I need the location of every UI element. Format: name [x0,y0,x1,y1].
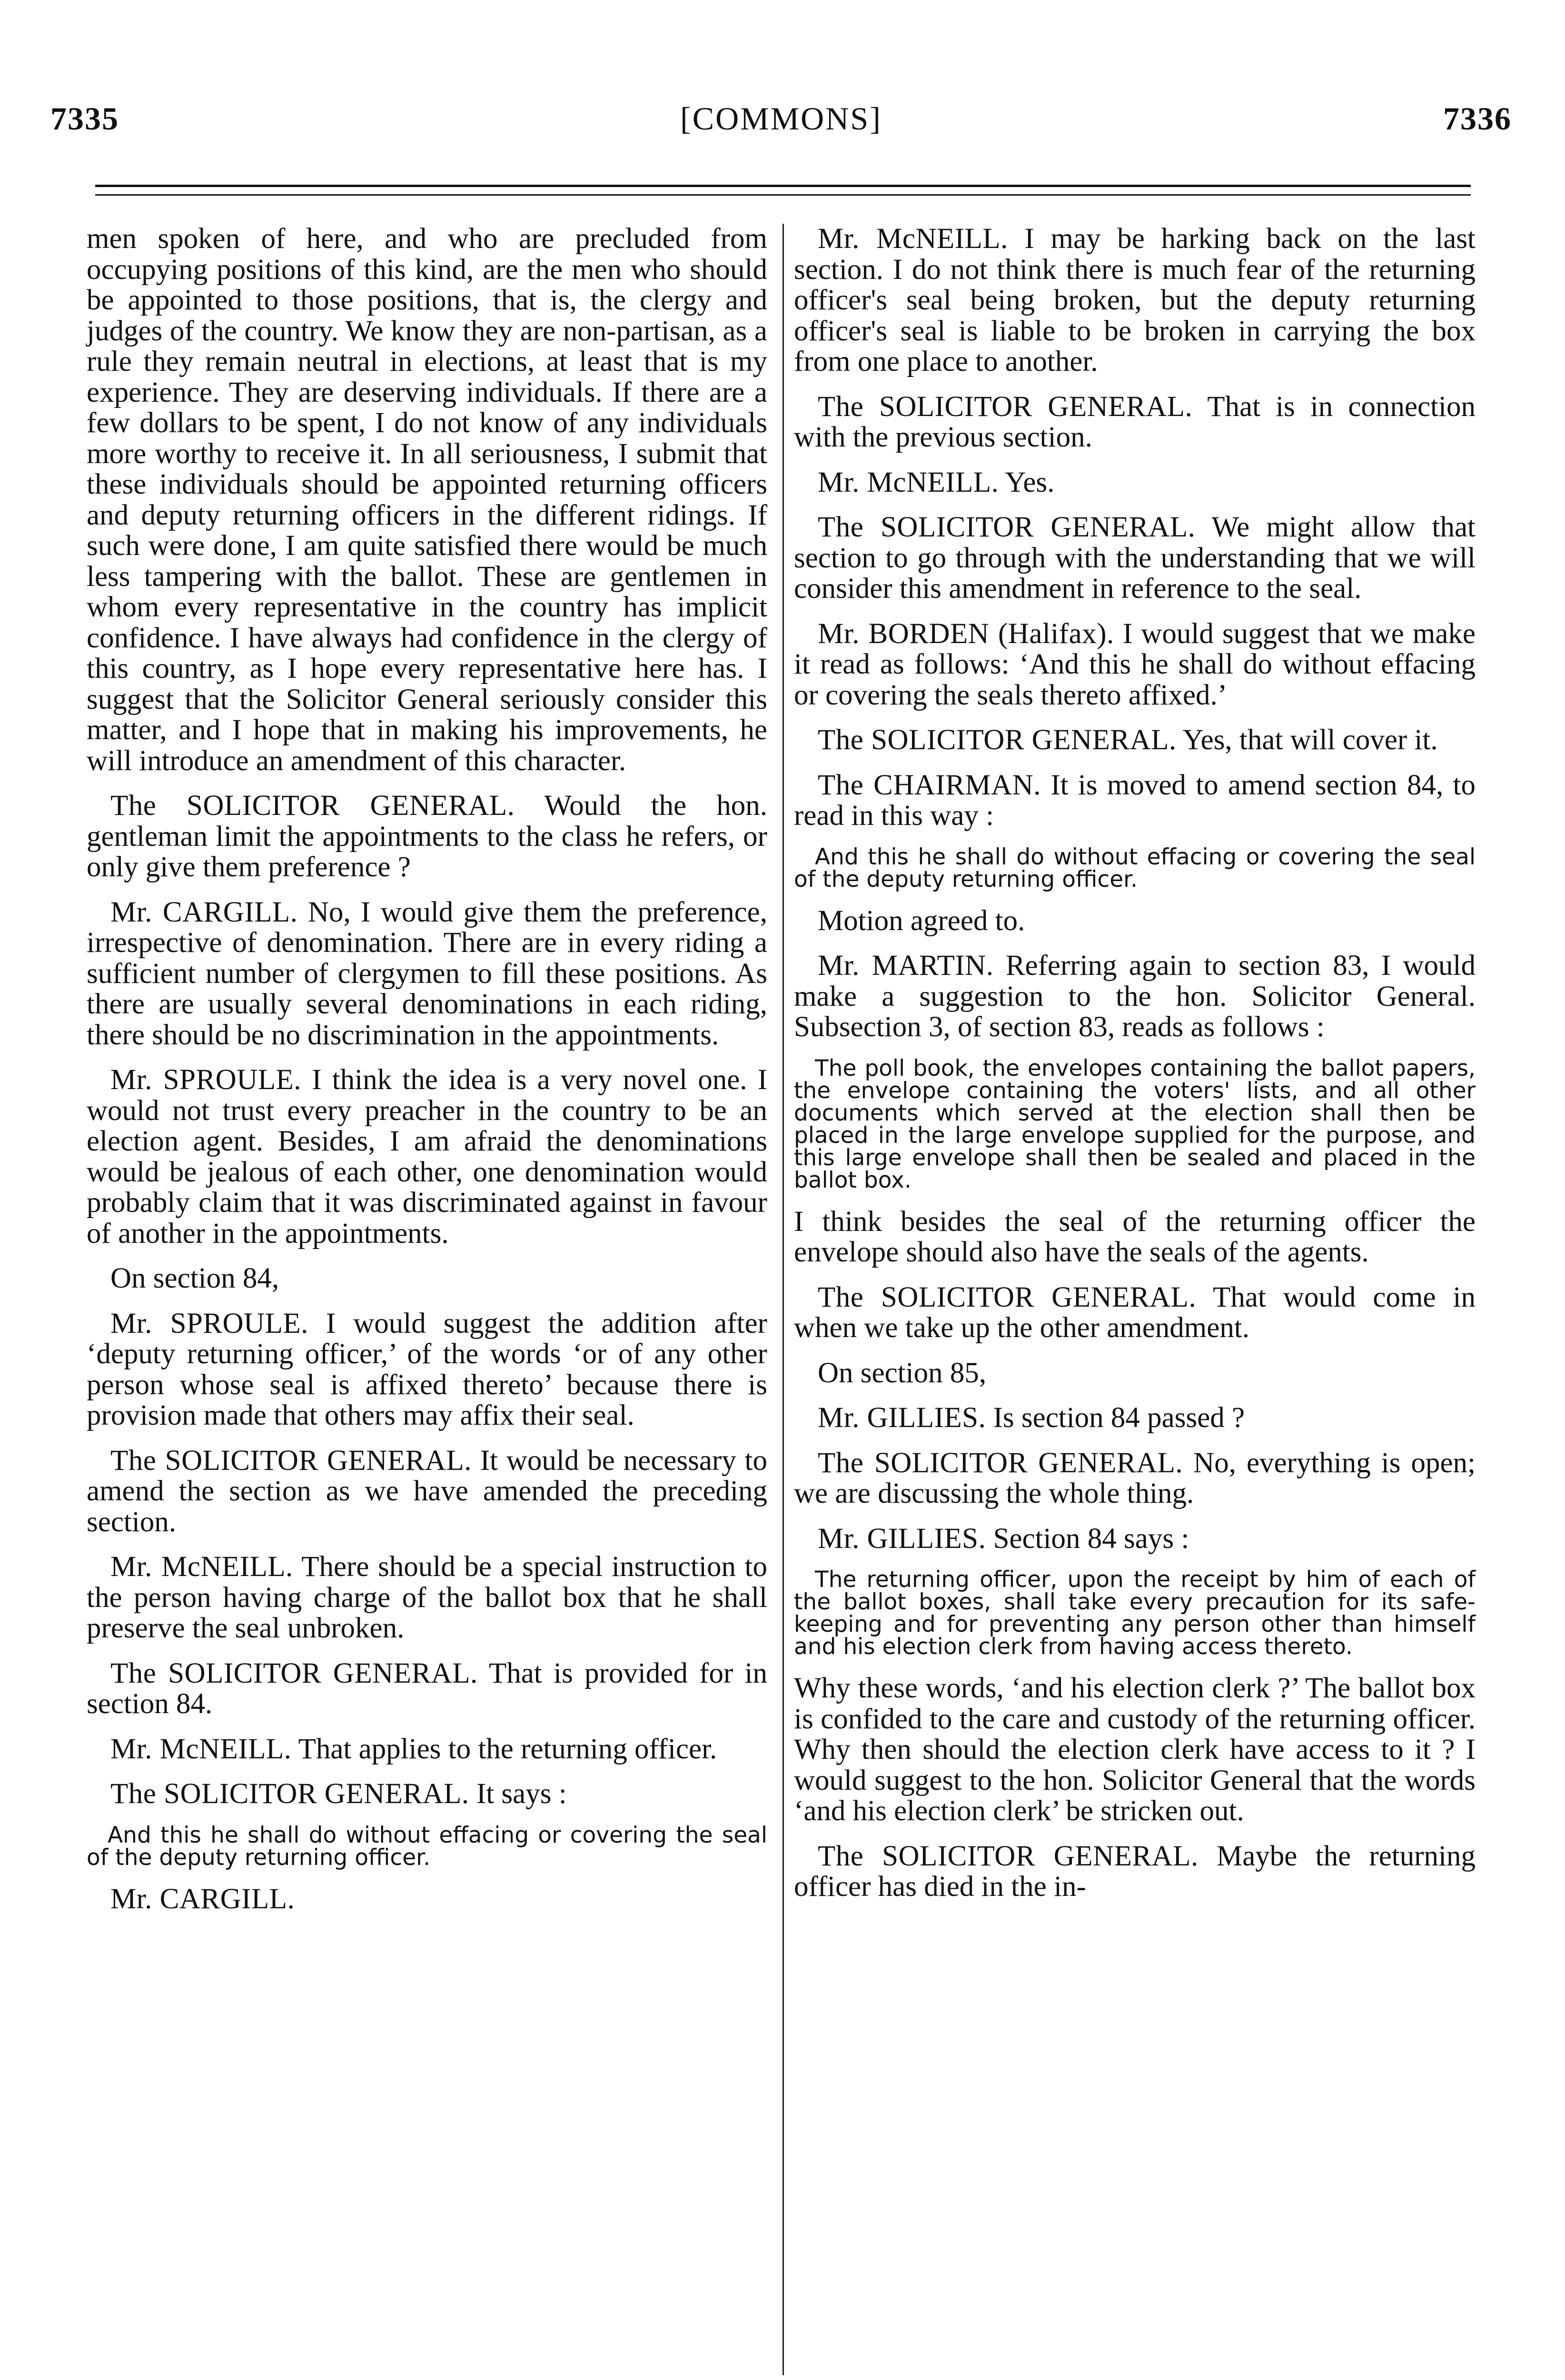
speech-text: I think the idea is a very novel one. I would not trust every preacher in the country to be an election agent. Besides, I am afraid the denominations would be jealous of each other, one denomination would probably claim that it was discriminated against in favour of another in the appointments. [87,1064,768,1250]
speech-text: Why these words, ‘and his election clerk ?’ The ballot box is confided to the care and custody of the returning officer. Why then should the election clerk have access to it ? I would suggest to the hon. Solicitor General that the words ‘and his election clerk’ be stricken out. [794,1672,1476,1827]
speaker-name: The SOLICITOR GENERAL. [110,1444,472,1477]
speech-paragraph [87,1446,767,1538]
page-header [50,100,1512,157]
speech-paragraph [794,1403,1476,1434]
quote-body: The returning officer, upon the receipt by him of each of the ballot boxes, shall take every precaution for its safe-keeping and for preventing any person other than himself and his election clerk from having access thereto. [794,1567,1476,1660]
column-divider [782,224,784,2375]
speaker-name: The SOLICITOR GENERAL. [110,790,515,822]
speech-text: I would suggest the addition after ‘deputy returning officer,’ of the words ‘or of any other person whose seal is affixed thereto’ because there is provision made that others may affix their seal. [87,1307,767,1431]
speech-text: Maybe the returning officer has died in the in- [794,1840,1476,1903]
speech-paragraph [87,897,767,1051]
speech-paragraph [794,1448,1476,1509]
speech-text: On section 85, [818,1357,987,1389]
speaker-name: The SOLICITOR GENERAL. [818,1447,1183,1479]
paragraph [87,1263,767,1294]
speech-text: Yes, that will cover it. [1182,724,1438,756]
speech-paragraph [794,770,1476,832]
speech-paragraph [87,1779,767,1810]
speech-text: There should be a special instruction to the person having charge of the ballot box that he shall preserve the seal unbroken. [87,1551,767,1644]
speech-paragraph [87,1884,767,1915]
speech-text: Yes. [1005,466,1055,498]
speech-text: Motion agreed to. [818,904,1025,937]
speech-text: Section 84 says : [993,1522,1189,1555]
speech-text: No, everything is open; we are discussing the whole thing. [794,1447,1476,1509]
speech-text: No, I would give them the preference, irrespective of denomination. There are in every riding a sufficient number of clergymen to fill these positions. As there are usually several denominations in each riding, there should be no discrimination in the appointments. [87,896,768,1051]
speech-text: Referring again to section 83, I would make a suggestion to the hon. Solicitor General. Subsection 3, of section 83, reads as follows : [794,950,1476,1043]
header-title: [COMMONS] [680,100,882,137]
speaker-name: Mr. GILLIES. [818,1522,986,1555]
quoted-text [87,1824,767,1869]
paragraph [87,224,767,776]
speech-paragraph [794,951,1476,1043]
speaker-name: Mr. GILLIES. [818,1402,986,1434]
speech-text: That is provided for in section 84. [87,1657,767,1720]
speech-paragraph [794,725,1476,756]
speech-paragraph [87,1658,767,1720]
right-page-number: 7336 [1443,100,1512,137]
speaker-name: The CHAIRMAN. [818,769,1041,801]
quoted-text [794,843,1476,892]
speaker-name: The SOLICITOR GENERAL. [818,1281,1197,1313]
header-rule-bottom [95,194,1471,196]
speech-text: I would suggest that we make it read as follows: ‘And this he shall do without effacing or covering the seals thereto affixed.’ [794,617,1476,711]
speech-text: That is in connection with the previous section. [794,390,1476,453]
left-column [87,224,767,1929]
header-rule-top [95,185,1471,187]
speech-paragraph [794,1841,1476,1903]
left-page-number: 7335 [50,100,119,137]
quoted-text [794,1568,1476,1658]
speech-text: That applies to the returning officer. [298,1733,717,1765]
speaker-name: The SOLICITOR GENERAL. [818,390,1193,423]
speech-paragraph [87,1552,767,1644]
speech-paragraph [794,1282,1476,1344]
speech-text: On section 84, [110,1262,279,1294]
speaker-name: Mr. McNEILL. [818,223,1008,255]
speaker-name: The SOLICITOR GENERAL. [818,724,1177,756]
speech-paragraph [794,467,1476,498]
speaker-name: Mr. McNEILL. [110,1733,292,1765]
speech-paragraph [87,1309,767,1431]
speech-paragraph [794,512,1476,605]
speaker-name: Mr. MARTIN. [818,950,994,982]
paragraph [794,1358,1476,1389]
speaker-name: Mr. BORDEN (Halifax). [818,617,1114,650]
speaker-name: The SOLICITOR GENERAL. [110,1657,478,1689]
speech-text: Is section 84 passed ? [993,1402,1245,1434]
speaker-name: Mr. CARGILL. [110,896,298,928]
speech-text: I think besides the seal of the returning officer the envelope should also have the seals of the agents. [794,1205,1476,1268]
speaker-name: The SOLICITOR GENERAL. [818,1840,1199,1872]
speaker-name: Mr. SPROULE. [110,1064,302,1096]
speech-text: It is moved to amend section 84, to read in this way : [794,769,1476,832]
speech-paragraph [794,619,1476,711]
speech-text: It would be necessary to amend the section as we have amended the preceding section. [87,1444,768,1538]
paragraph [794,1673,1476,1827]
speech-text: men spoken of here, and who are precluded from occupying positions of this kind, are the men who should be appointed to those positions, that is, the clergy and judges of the country. We know they are non-partisan, as a rule they remain neutral in elections, at least that is my experience. They are deserving individuals. If there are a few dollars to be spent, I do not know of any individuals more worthy to receive it. In all seriousness, I submit that these individuals should be appointed returning officers and deputy returning officers in the different ridings. If such were done, I am quite satisfied there would be much less tampering with the ballot. These are gentlemen in whom every representative in the country has implicit confidence. I have always had confidence in the clergy of this country, as I hope every representative here has. I suggest that the Solicitor General seriously consider this matter, and I hope that in making his improvements, he will introduce an amendment of this character. [87,223,767,777]
speech-paragraph [794,1524,1476,1555]
quote-body: And this he shall do without effacing or covering the seal of the deputy returning officer. [87,1822,767,1871]
right-column [794,224,1476,1917]
speaker-name: Mr. McNEILL. [818,466,999,498]
speaker-name: The SOLICITOR GENERAL. [818,511,1196,543]
paragraph [794,906,1476,937]
speaker-name: Mr. CARGILL. [110,1883,295,1915]
speaker-name: Mr. SPROULE. [110,1307,308,1339]
speech-paragraph [794,392,1476,453]
speech-text: We might allow that section to go through with the understanding that we will consider this amendment in reference to the seal. [794,511,1476,605]
speech-paragraph [87,1065,767,1249]
speech-paragraph [87,791,767,883]
speech-text: That would come in when we take up the other amendment. [794,1281,1476,1344]
speech-text: Would the hon. gentleman limit the appointments to the class he refers, or only give them preference ? [87,790,767,883]
speech-paragraph [87,1734,767,1765]
speaker-name: Mr. McNEILL. [110,1551,293,1583]
paragraph [794,1207,1476,1268]
quote-body: And this he shall do without effacing or covering the seal of the deputy returning officer. [794,843,1476,892]
speech-text: It says : [476,1778,567,1810]
quote-body: The poll book, the envelopes containing the ballot papers, the envelope containing the voters' lists, and all other documents which served at the election shall then be placed in the large envelope supplied for the purpose, and this large envelope shall then be sealed and placed in the ballot box. [794,1055,1476,1193]
speaker-name: The SOLICITOR GENERAL. [110,1778,469,1810]
quoted-text [794,1057,1476,1191]
speech-paragraph [794,224,1476,377]
speech-text: I may be harking back on the last section. I do not think there is much fear of the returning officer's seal being broken, but the deputy returning officer's seal is liable to be broken in carrying the box from one place to another. [794,223,1476,377]
